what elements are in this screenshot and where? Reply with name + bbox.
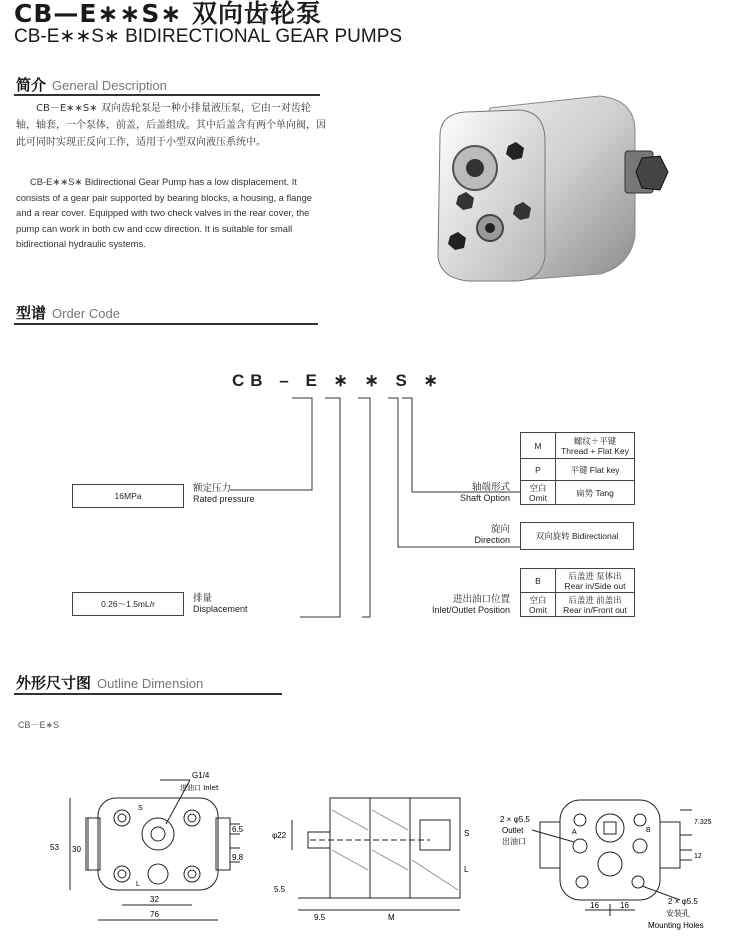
dim-98: 9.8 (232, 853, 244, 862)
dim-16b: 16 (620, 901, 629, 910)
rated-pressure-en: Rated pressure (193, 494, 255, 504)
dim-L2: L (464, 865, 469, 874)
general-heading-en: General Description (52, 78, 167, 93)
shaft-option-row (521, 481, 635, 505)
dim-16a: 16 (590, 901, 599, 910)
port-position-en: Inlet/Outlet Position (431, 605, 510, 615)
dim-M: M (388, 913, 395, 922)
displacement-en: Displacement (193, 604, 248, 614)
dim-12: 12 (694, 853, 702, 860)
port-position-label (400, 594, 510, 616)
dim-phi22: φ22 (272, 831, 287, 840)
dim-inlet: 进油口 Inlet (180, 784, 219, 792)
dim-mount-cn: 安装孔 (666, 909, 690, 918)
page-title-cn: CB—E∗∗S∗ 双向齿轮泵 (14, 0, 323, 28)
dim-outlet-cn: 出油口 (502, 837, 526, 846)
dim-mount-en: Mounting Holes (648, 921, 704, 930)
general-heading-cn: 简介 (16, 76, 47, 94)
shaft-code: 空白 Omit (521, 481, 556, 505)
displacement-label (193, 593, 248, 615)
dim-S2: S (464, 829, 470, 838)
general-text-cn: CB－E∗∗S∗ 双向齿轮泵是一种小排量液压泵，它由一对齿轮轴，轴套，一个泵体，前盖，后盖组成。其中后盖含有两个单向阀，因此可同时实现正反向工作，适用于小型双向液压系统中。 (16, 103, 326, 148)
dim-A: A (572, 829, 577, 836)
shaft-option-row (521, 433, 635, 459)
dim-53: 53 (50, 843, 59, 852)
port-position-cn: 进出油口位置 (452, 594, 510, 605)
outline-heading-en: Outline Dimension (97, 676, 204, 691)
direction-en: Direction (474, 535, 510, 545)
dim-76: 76 (150, 910, 159, 919)
dim-55: 5.5 (274, 885, 286, 894)
shaft-option-label (420, 482, 510, 504)
shaft-code: M (521, 433, 556, 459)
order-code: CB – E ∗ ∗ S ∗ (232, 371, 444, 390)
rated-pressure-cn: 额定压力 (193, 483, 232, 494)
dim-95: 9.5 (314, 913, 326, 922)
shaft-option-row (521, 459, 635, 481)
rated-pressure-box: 16MPa (72, 484, 184, 508)
displacement-box: 0.26～1.5mL/r (72, 592, 184, 616)
shaft-option-en: Shaft Option (459, 493, 510, 503)
port-desc: 后盖进 泵体出 Rear in/Side out (556, 569, 635, 593)
port-option-row (521, 593, 635, 617)
dim-B: B (646, 827, 651, 834)
port-code: 空白 Omit (521, 593, 556, 617)
dim-outlet-en: Outlet (502, 826, 524, 835)
page-title-en: CB-E∗∗S∗ BIDIRECTIONAL GEAR PUMPS (14, 26, 403, 47)
dim-S: S (138, 805, 143, 812)
dim-L: L (136, 881, 140, 888)
order-heading-cn: 型谱 (16, 304, 47, 322)
shaft-desc: 扁势 Tang (556, 481, 635, 505)
general-text-en: CB-E∗∗S∗ Bidirectional Gear Pump has a low displacement. It consists of a gear pair supported by bearing blocks, a housing, a flange and a rear cover. Equipped with two check valves in the rear cover, the pump can work in both cw and ccw direction. It is suitable for small bidirectional hydraulic systems. (16, 176, 313, 249)
direction-cn: 旋向 (490, 524, 510, 535)
shaft-code: P (521, 459, 556, 481)
port-desc: 后盖进 前盖出 Rear in/Front out (556, 593, 635, 617)
port-code: B (521, 569, 556, 593)
shaft-option-cn: 轴端形式 (471, 482, 510, 493)
dim-7325: 7.325 (694, 819, 712, 826)
rated-pressure-label (193, 483, 255, 505)
shaft-options-table (520, 432, 635, 505)
dim-mount-note: 2 × φ5.5 (668, 897, 698, 906)
outline-model: CB－E∗S (18, 720, 60, 730)
order-heading-en: Order Code (52, 306, 120, 321)
rear-view-drawing (490, 790, 740, 936)
direction-label (420, 524, 510, 546)
direction-box: 双向旋转 Bidirectional (520, 522, 634, 550)
port-option-row (521, 569, 635, 593)
displacement-cn: 排量 (193, 593, 213, 604)
outline-heading-cn: 外形尺寸图 (16, 674, 92, 692)
side-section-drawing (270, 780, 480, 930)
port-options-table (520, 568, 635, 617)
dim-65: 6.5 (232, 825, 244, 834)
dim-30: 30 (72, 845, 81, 854)
dim-g14: G1/4 (192, 771, 210, 780)
dim-32: 32 (150, 895, 159, 904)
shaft-desc: 螺纹＋平键 Thread + Flat Key (556, 433, 635, 459)
outline-rule (14, 693, 282, 695)
shaft-desc: 平键 Flat key (556, 459, 635, 481)
outline-heading (16, 672, 203, 693)
front-view-drawing (40, 770, 260, 930)
dim-outlet-note: 2 × φ5.5 (500, 815, 530, 824)
